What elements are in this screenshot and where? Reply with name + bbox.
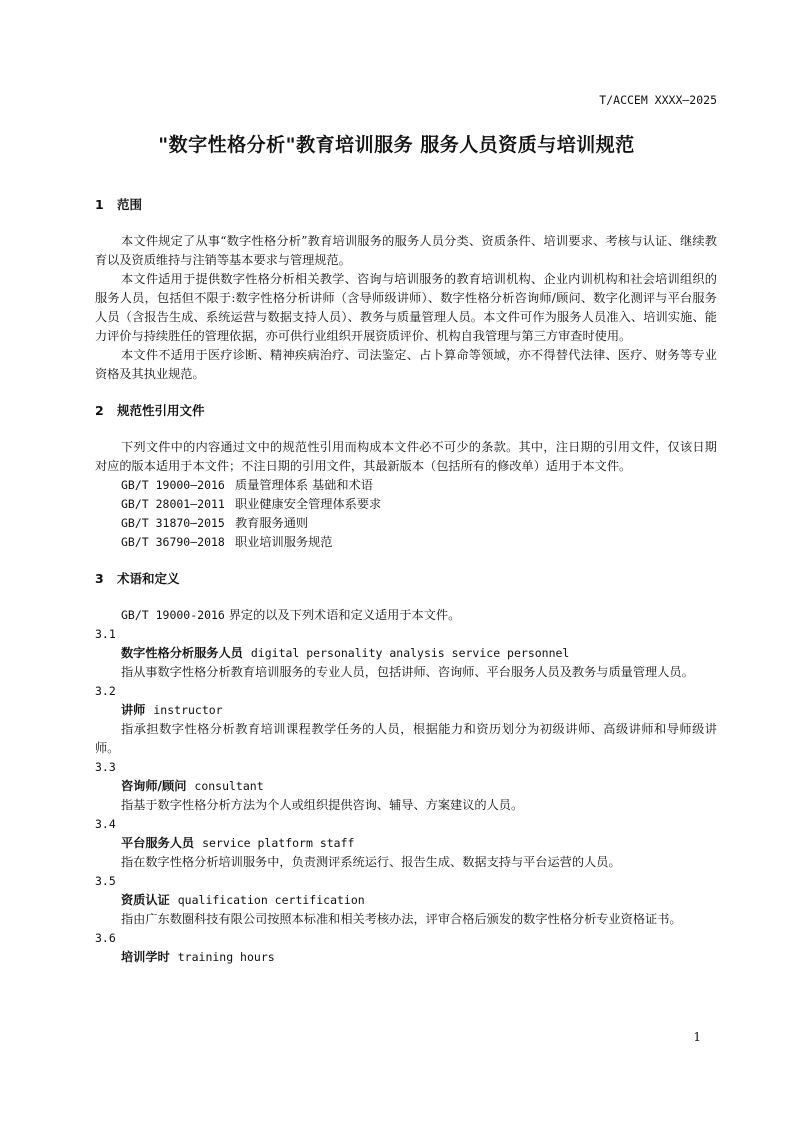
page-number: 1 [693,1030,701,1044]
term-number: 3.4 [95,817,116,831]
intro-text: 界定的以及下列术语和定义适用于本文件。 [224,608,461,622]
term-zh: 数字性格分析服务人员 [121,646,243,660]
section-title: 术语和定义 [117,571,180,586]
paragraph: 本文件适用于提供数字性格分析相关教学、咨询与培训服务的教育培训机构、企业内训机构和社会培训组织的服务人员，包括但不限于:数字性格分析讲师（含导师级讲师）、数字性格分析咨询师/顾问、数字化测评与平台服务人员（含报告生成、系统运营与数据支持人员）、教务与质量管理人员。本文件可作为服务人员准入、培训实施、能力评价与持续胜任的管理依据，亦可供行业组织开展资质评价、机构自我管理与第三方审查时使用。 [95,272,717,343]
reference-item [95,495,717,514]
paragraph: 本文件规定了从事“数字性格分析”教育培训服务的服务人员分类、资质条件、培训要求、考核与认证、继续教育以及资质维持与注销等基本要求与管理规范。 [95,234,717,267]
section-1-heading [95,195,717,214]
reference-name: 职业健康安全管理体系要求 [235,497,382,511]
document-code: T/ACCEM XXXX—2025 [599,93,717,107]
document-title: "数字性格分析"教育培训服务 服务人员资质与培训规范 [158,134,635,156]
term-en: instructor [153,703,223,717]
reference-code: GB/T 19000—2016 [121,478,225,492]
section-2-heading [95,401,717,420]
term-definition: 指由广东数圈科技有限公司按照本标准和相关考核办法，评审合格后颁发的数字性格分析专业资格证书。 [121,912,682,926]
reference-name: 教育服务通则 [235,516,309,530]
term-number: 3.6 [95,931,116,945]
term-title [95,777,717,796]
paragraph: 下列文件中的内容通过文中的规范性引用而构成本文件必不可少的条款。其中，注日期的引用文件，仅该日期对应的版本适用于本文件；不注日期的引用文件，其最新版本（包括所有的修改单）适用于本文件。 [95,440,717,473]
section-3-heading [95,569,717,588]
reference-code: GB/T 36790—2018 [121,535,225,549]
section-number: 2 [95,403,104,418]
section-title: 范围 [117,197,143,212]
reference-name: 职业培训服务规范 [235,535,333,549]
term-definition: 指在数字性格分析培训服务中，负责测评系统运行、报告生成、数据支持与平台运营的人员。 [121,855,621,869]
reference-item [95,514,717,533]
reference-code: GB/T 28001—2011 [121,497,225,511]
term-zh: 资质认证 [121,893,170,907]
term-definition: 指基于数字性格分析方法为个人或组织提供咨询、辅导、方案建议的人员。 [121,798,524,812]
term-en: consultant [194,779,264,793]
term-number: 3.5 [95,874,116,888]
term-number: 3.1 [95,627,116,641]
reference-item [95,533,717,552]
term-title [95,644,717,663]
reference-code: GB/T 31870—2015 [121,516,225,530]
term-title [95,891,717,910]
term-en: digital personality analysis service personnel [250,646,570,660]
term-zh: 咨询师/顾问 [121,779,187,793]
term-number: 3.2 [95,684,116,698]
term-definition: 指从事数字性格分析教育培训服务的专业人员，包括讲师、咨询师、平台服务人员及教务与质量管理人员。 [121,665,694,679]
term-title [95,948,717,967]
reference-item [95,476,717,495]
reference-name: 质量管理体系 基础和术语 [235,478,373,492]
paragraph [95,606,717,625]
paragraph: 本文件不适用于医疗诊断、精神疾病治疗、司法鉴定、占卜算命等领域，亦不得替代法律、医疗、财务等专业资格及其执业规范。 [95,348,717,381]
section-number: 1 [95,197,104,212]
document-body [95,195,717,967]
term-en: qualification certification [177,893,365,907]
term-zh: 培训学时 [121,950,170,964]
term-title [95,834,717,853]
term-title [95,701,717,720]
term-zh: 讲师 [121,703,146,717]
intro-code: GB/T 19000-2016 [121,608,225,622]
term-en: service platform staff [202,836,355,850]
term-zh: 平台服务人员 [121,836,195,850]
section-number: 3 [95,571,104,586]
term-number: 3.3 [95,760,116,774]
section-title: 规范性引用文件 [117,403,205,418]
term-en: training hours [177,950,275,964]
term-definition: 指承担数字性格分析教育培训课程教学任务的人员，根据能力和资历划分为初级讲师、高级讲师和导师级讲师。 [95,722,717,755]
